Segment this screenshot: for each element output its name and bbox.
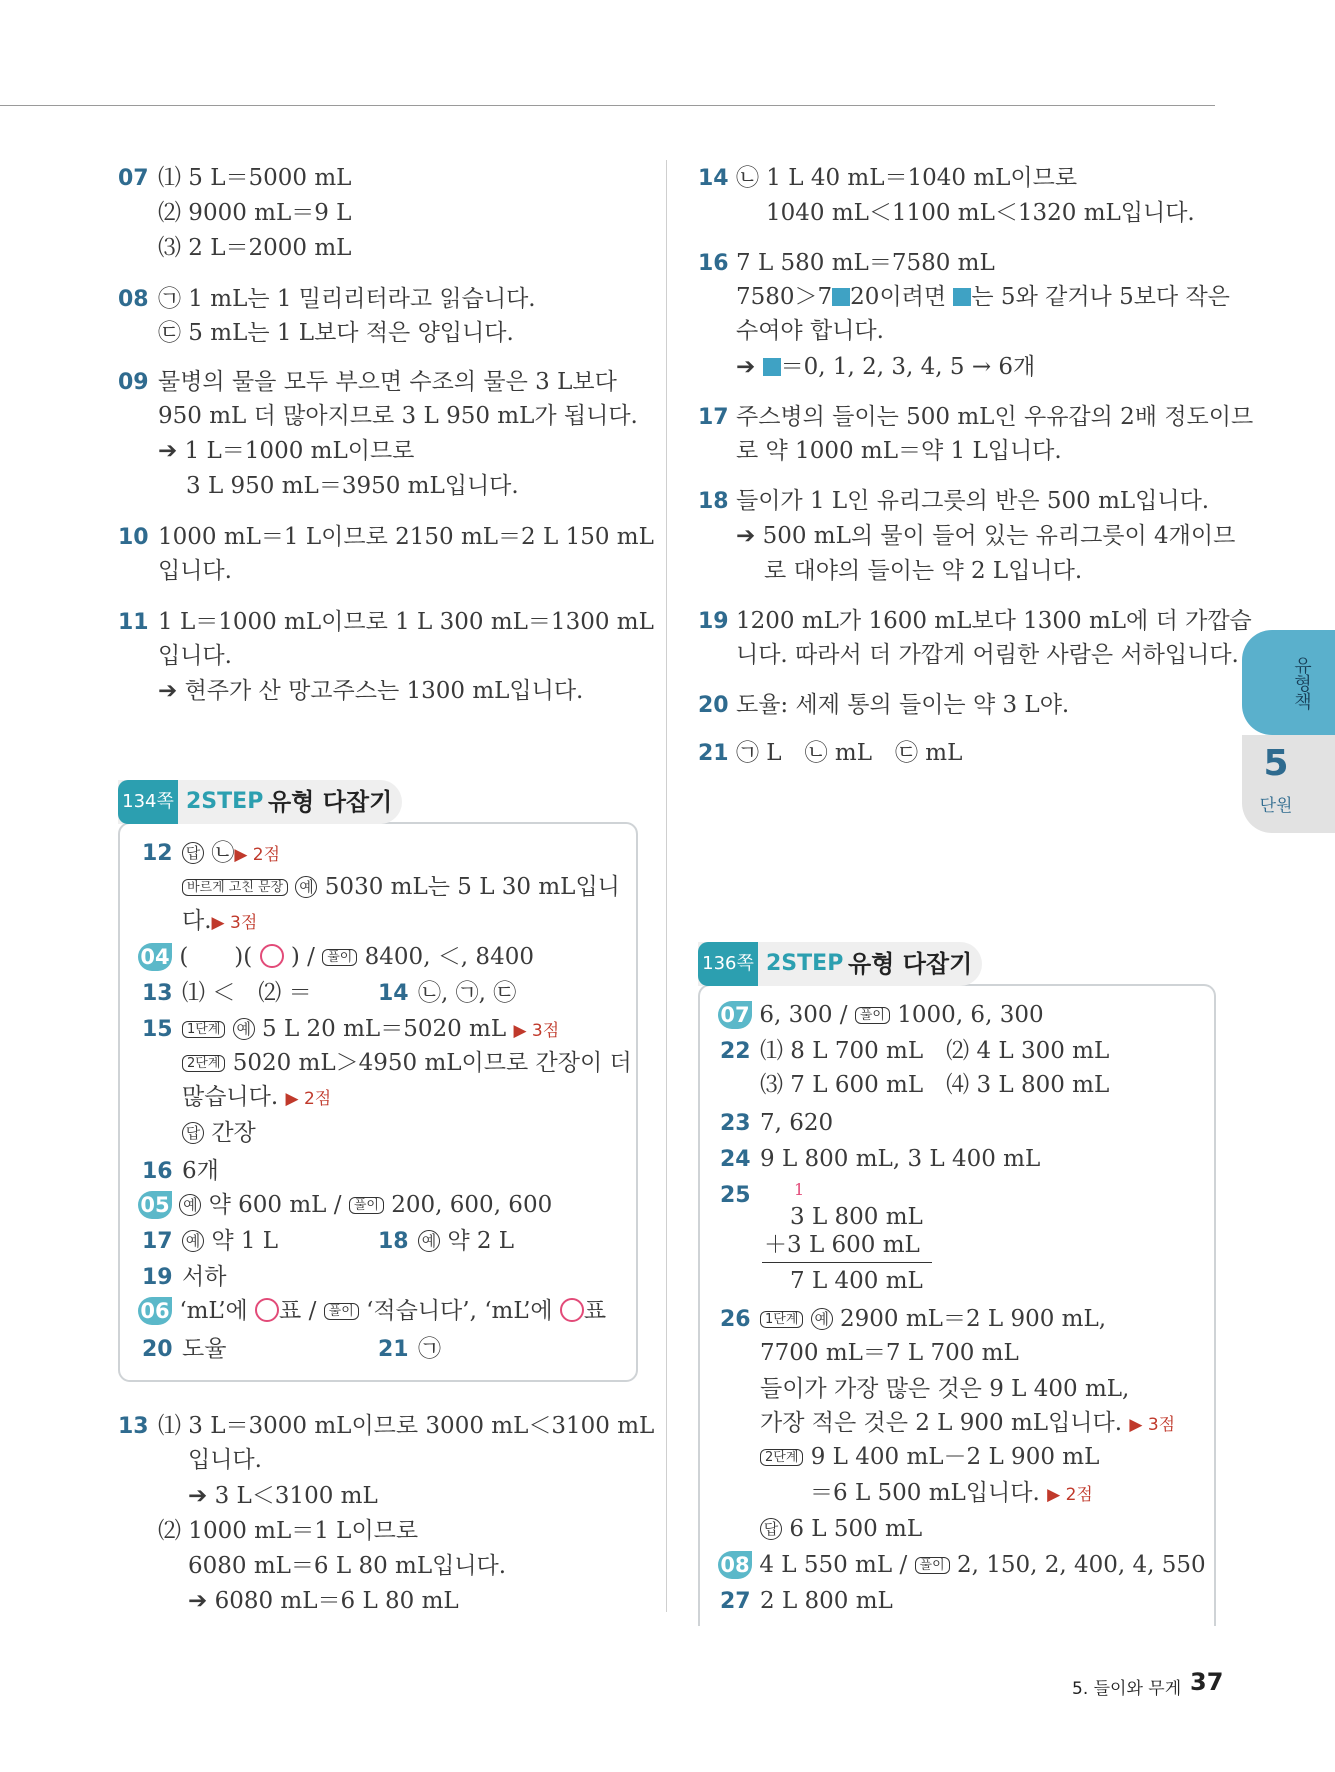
step-label: 2STEP (766, 951, 844, 976)
text-line: 9 L 400 mL－2 L 900 mL (810, 1444, 1100, 1470)
answer-label: 답 (182, 842, 204, 864)
column-divider (666, 160, 667, 1612)
problem-number: 19 (142, 1265, 173, 1290)
problem-number: 13 (118, 1414, 149, 1439)
text-line: 1 L＝1000 mL이므로 1 L 300 mL＝1300 mL (158, 609, 654, 635)
problem-number: 17 (142, 1229, 173, 1254)
text-line: 1000, 6, 300 (897, 1002, 1044, 1028)
text-line: ⑵ 9000 mL＝9 L (158, 200, 352, 226)
circle-mark (560, 1298, 584, 1322)
answer-label: 답 (182, 1122, 204, 1144)
points: ▶ 2점 (285, 1089, 332, 1109)
problem-number: 21 (378, 1337, 409, 1362)
addend: 3 L 800 mL (790, 1204, 923, 1230)
text-line: 200, 600, 600 (391, 1192, 553, 1218)
carry-digit: 1 (794, 1180, 805, 1199)
text-line: 입니다. (188, 1447, 262, 1473)
text-line: ㉠ (418, 1336, 441, 1362)
text-line: 서하 (182, 1264, 227, 1290)
sum-rule (762, 1262, 932, 1263)
text-line: 약 1 L (211, 1228, 279, 1254)
text-line: 20이려면 (850, 284, 947, 310)
points: ▶ 2점 (1047, 1485, 1093, 1505)
separator: / (333, 1192, 342, 1218)
step1-tag: 1단계 (182, 1021, 225, 1038)
solution-tag: 풀이 (855, 1007, 890, 1024)
separator: / (899, 1552, 908, 1578)
points: ▶ 3점 (513, 1021, 560, 1041)
tab-label: 유형책 (1291, 655, 1312, 710)
text-line: ‘적습니다’, ‘mL’에 (366, 1298, 553, 1324)
top-rule (0, 105, 1215, 106)
problem-number: 18 (378, 1229, 409, 1254)
text-line: 7, 620 (760, 1110, 834, 1136)
corrected-sentence-tag: 바르게 고친 문장 (182, 879, 288, 896)
answer-value: 6 L 500 mL (789, 1516, 923, 1542)
text-line: ➔ 500 mL의 물이 들어 있는 유리그릇이 4개이므 (736, 523, 1236, 549)
problem-number: 09 (118, 370, 149, 395)
points: ▶ 2점 (234, 845, 281, 865)
circle-mark (260, 944, 284, 968)
text-line: ⑴ 8 L 700 mL ⑵ 4 L 300 mL (760, 1038, 1110, 1064)
blank-square-icon (763, 358, 781, 376)
text-line: ‘mL’에 (179, 1298, 248, 1324)
text-line: ⑶ 2 L＝2000 mL (158, 235, 352, 261)
blank-square-icon (832, 288, 850, 306)
step-header-134 (118, 780, 402, 824)
problem-number: 13 (142, 981, 173, 1006)
problem-number: 19 (698, 609, 729, 634)
text-line: 약 600 mL (208, 1192, 327, 1218)
text-line: 많습니다. (182, 1084, 279, 1110)
tab-unit-5[interactable] (1242, 735, 1335, 833)
problem-number: 11 (118, 610, 149, 635)
text-line: ＝0, 1, 2, 3, 4, 5 → 6개 (780, 354, 1036, 380)
text-line: 주스병의 들이는 500 mL인 우유갑의 2배 정도이므 (736, 404, 1254, 430)
text-line: 7700 mL＝7 L 700 mL (760, 1340, 1019, 1366)
text-line: 7 L 580 mL＝7580 mL (736, 250, 995, 276)
page-badge: 134쪽 (118, 780, 178, 824)
text-line: 물병의 물을 모두 부으면 수조의 물은 3 L보다 (158, 369, 617, 395)
text-line: 로 약 1000 mL＝약 1 L입니다. (736, 438, 1062, 464)
text-line: ( )( (179, 944, 253, 970)
problem-number: 07 (118, 166, 149, 191)
problem-number: 22 (720, 1039, 751, 1064)
text-line: 6080 mL＝6 L 80 mL입니다. (188, 1553, 507, 1579)
example-mark: 예 (811, 1308, 833, 1330)
solution-tag: 풀이 (324, 1303, 359, 1320)
text-line: 2 L 800 mL (760, 1588, 893, 1614)
problem-number: 12 (142, 841, 173, 866)
separator: / (307, 944, 315, 970)
text-line: 1200 mL가 1600 mL보다 1300 mL에 더 가깝습 (736, 608, 1252, 634)
text-line: 3 L 950 mL＝3950 mL입니다. (186, 473, 519, 499)
text-line: 6개 (182, 1158, 219, 1184)
answer-label: 답 (760, 1518, 782, 1540)
text-line: ➔ 1 L＝1000 mL이므로 (158, 438, 415, 464)
text-line: 7580＞7 (736, 284, 833, 310)
step-title: 유형 다잡기 (848, 950, 973, 978)
text-line: 5 L 20 mL＝5020 mL (262, 1016, 507, 1042)
text-line: 로 대야의 들이는 약 2 L입니다. (764, 558, 1083, 584)
text-line: ㉠ L ㉡ mL ㉢ mL (736, 740, 963, 766)
text-line: ＝6 L 500 mL입니다. (810, 1480, 1040, 1506)
example-mark: 예 (233, 1018, 255, 1040)
example-mark: 예 (295, 876, 317, 898)
text-line: ㉡ 1 L 40 mL＝1040 mL이므로 (736, 165, 1078, 191)
type-number-badge: 06 (138, 1297, 172, 1325)
text-line: ⑴ ＜ ⑵ ＝ (182, 980, 312, 1006)
arrow: ➔ (736, 354, 756, 380)
text-line: 다. (182, 908, 212, 934)
text-line: 2, 150, 2, 400, 4, 550 (956, 1552, 1206, 1578)
type-number-badge: 07 (718, 1001, 752, 1029)
text-line: ㉡, ㉠, ㉢ (418, 980, 517, 1006)
type-number-badge: 05 (138, 1191, 172, 1219)
text-line: 가장 적은 것은 2 L 900 mL입니다. (760, 1410, 1123, 1436)
text-line: ㉢ 5 mL는 1 L보다 적은 양입니다. (158, 320, 514, 346)
text-line: 니다. 따라서 더 가깝게 어림한 사람은 서하입니다. (736, 642, 1239, 668)
text-line: 4 L 550 mL (759, 1552, 893, 1578)
step-header-136 (698, 942, 982, 986)
text-line: 입니다. (158, 643, 232, 669)
text-line: ⑴ 3 L＝3000 mL이므로 3000 mL＜3100 mL (158, 1413, 655, 1439)
text-line: 약 2 L (447, 1228, 515, 1254)
text-line: 8400, ＜, 8400 (364, 944, 534, 970)
problem-number: 16 (142, 1159, 173, 1184)
text-line: 2900 mL＝2 L 900 mL, (840, 1306, 1107, 1332)
page-number: 37 (1190, 1668, 1224, 1696)
example-mark: 예 (179, 1194, 201, 1216)
text-line: ➔ 현주가 산 망고주스는 1300 mL입니다. (158, 678, 584, 704)
step-title: 유형 다잡기 (268, 788, 393, 816)
type-number-badge: 04 (138, 943, 172, 971)
text-line: ⑴ 5 L＝5000 mL (158, 165, 352, 191)
points: ▶ 3점 (1129, 1415, 1176, 1435)
text-line: 들이가 가장 많은 것은 9 L 400 mL, (760, 1376, 1130, 1402)
problem-number: 17 (698, 405, 729, 430)
text-line: 입니다. (158, 558, 232, 584)
text-line: 들이가 1 L인 유리그릇의 반은 500 mL입니다. (736, 488, 1210, 514)
problem-number: 20 (698, 693, 729, 718)
text-line: 표 (583, 1298, 607, 1324)
text-line: ➔ 3 L＜3100 mL (188, 1483, 378, 1509)
text-line: 5030 mL는 5 L 30 mL입니 (324, 874, 620, 900)
problem-number: 20 (142, 1337, 173, 1362)
text-line: 6, 300 (759, 1002, 833, 1028)
text-line: 1040 mL＜1100 mL＜1320 mL입니다. (766, 200, 1195, 226)
text-line: ㉠ 1 mL는 1 밀리리터라고 읽습니다. (158, 286, 536, 312)
blank-square-icon (953, 288, 971, 306)
text-line: 도율 (182, 1336, 227, 1362)
problem-number: 10 (118, 525, 149, 550)
problem-number: 21 (698, 741, 729, 766)
problem-number: 23 (720, 1111, 751, 1136)
text-line: ⑶ 7 L 600 mL ⑷ 3 L 800 mL (760, 1072, 1110, 1098)
separator: / (839, 1002, 848, 1028)
text-line: 표 (279, 1298, 302, 1324)
text-line: 1000 mL＝1 L이므로 2150 mL＝2 L 150 mL (158, 524, 654, 550)
problem-number: 14 (378, 981, 409, 1006)
points: ▶ 3점 (211, 913, 258, 933)
addend: ＋3 L 600 mL (764, 1232, 920, 1258)
separator: / (308, 1298, 317, 1324)
problem-number: 16 (698, 251, 729, 276)
unit-label: 단원 (1259, 796, 1293, 816)
problem-number: 08 (118, 287, 149, 312)
problem-number: 24 (720, 1147, 751, 1172)
type-number-badge: 08 (718, 1551, 752, 1579)
text-line: 950 mL 더 많아지므로 3 L 950 mL가 됩니다. (158, 403, 638, 429)
solution-tag: 풀이 (915, 1557, 950, 1574)
problem-number: 15 (142, 1017, 173, 1042)
text-line: 9 L 800 mL, 3 L 400 mL (760, 1146, 1041, 1172)
text-line: 5020 mL＞4950 mL이므로 간장이 더 (232, 1050, 632, 1076)
text-line: ⑵ 1000 mL＝1 L이므로 (158, 1518, 419, 1544)
step2-tag: 2단계 (760, 1449, 803, 1466)
problem-number: 18 (698, 489, 729, 514)
step2-tag: 2단계 (182, 1055, 225, 1072)
text-line: ➔ 6080 mL＝6 L 80 mL (188, 1588, 459, 1614)
tab-type-book[interactable] (1242, 630, 1335, 735)
circle-mark (255, 1298, 279, 1322)
step-label: 2STEP (186, 789, 264, 814)
sum-result: 7 L 400 mL (790, 1268, 923, 1294)
problem-number: 26 (720, 1307, 751, 1332)
problem-number: 25 (720, 1183, 751, 1208)
problem-number: 14 (698, 166, 729, 191)
unit-number: 5 (1263, 743, 1289, 784)
example-mark: 예 (182, 1230, 204, 1252)
solution-tag: 풀이 (322, 949, 357, 966)
solution-tag: 풀이 (349, 1197, 384, 1214)
step1-tag: 1단계 (760, 1311, 803, 1328)
text-line: 는 5와 같거나 5보다 작은 (971, 284, 1230, 310)
text-line: 도율: 세제 통의 들이는 약 3 L야. (736, 692, 1070, 718)
text-line: 수여야 합니다. (736, 318, 884, 344)
text-line: ) (290, 944, 300, 970)
answer-value: 간장 (211, 1120, 256, 1146)
chapter-title: 5. 들이와 무게 (1072, 1679, 1182, 1699)
answer-value: ㉡ (211, 840, 235, 866)
page-badge: 136쪽 (698, 942, 758, 986)
example-mark: 예 (418, 1230, 440, 1252)
problem-number: 27 (720, 1589, 751, 1614)
